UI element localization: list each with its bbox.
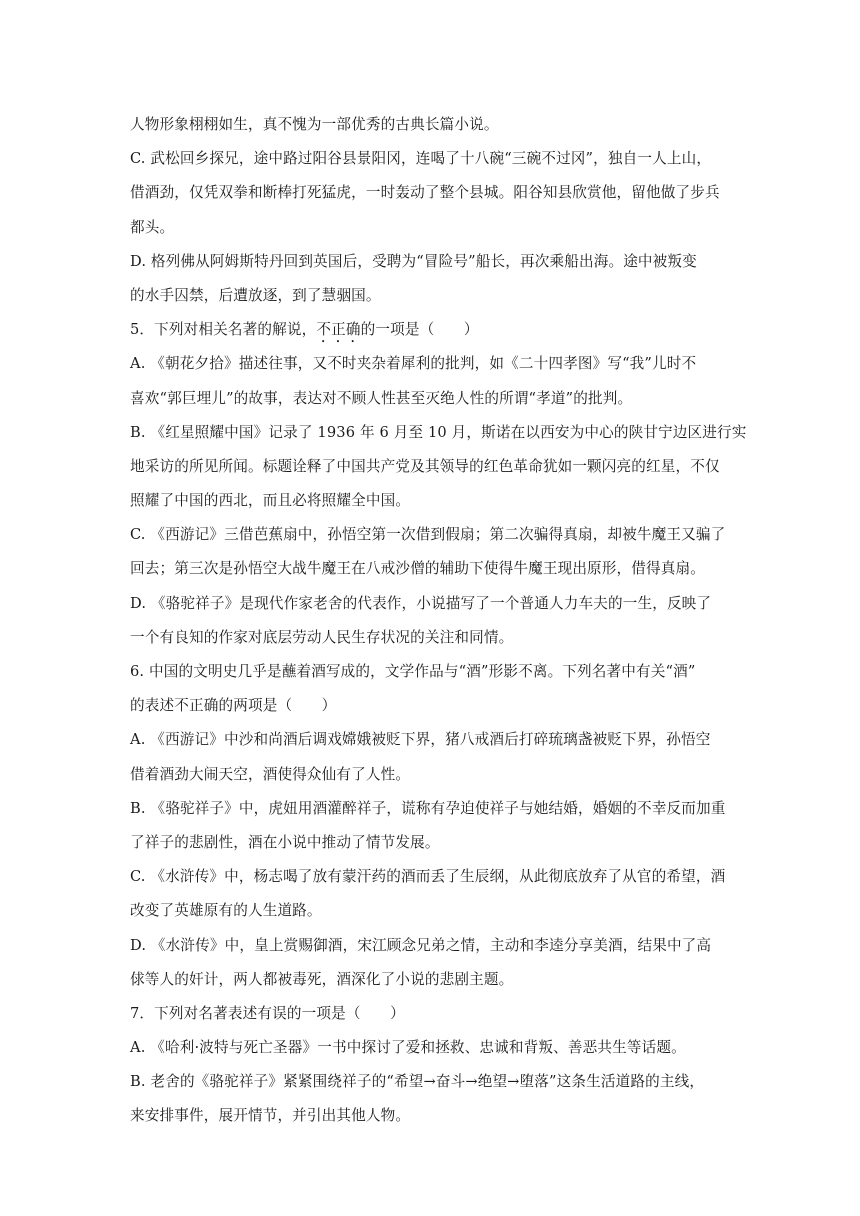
emphasis-not-correct: 不正确 [316,321,361,339]
text-line: 改变了英雄原有的人生道路。 [130,902,322,920]
text-line: 的表述不正确的两项是（ ） [130,697,337,715]
option-c-line: C. 《水浒传》中，杨志喝了放有蒙汗药的酒而丢了生辰纲，从此彻底放弃了从官的希望，酒 [130,868,726,886]
question-7-stem: 7．下列对名著表述有误的一项是（ ） [130,1004,405,1022]
question-6-stem: 6. 中国的文明史几乎是蘸着酒写成的，文学作品与“酒”形影不离。下列名著中有关“酒” [130,663,696,680]
text-line: 借酒劲，仅凭双拳和断棒打死猛虎，一时轰动了整个县城。阳谷知县欣赏他，留他做了步兵 [130,184,720,202]
option-c-line: C. 武松回乡探兄，途中路过阳谷县景阳冈，连喝了十八碗“三碗不过冈”，独自一人上山， [130,150,712,168]
option-b-line: B. 《红星照耀中国》记录了 1936 年 6 月至 10 月，斯诺在以西安为中心的陕甘宁边区进行实 [130,423,747,441]
text-line: 回去；第三次是孙悟空大战牛魔王在八戒沙僧的辅助下使得牛魔王现出原形，借得真扇。 [130,560,706,578]
document-body [130,108,747,1134]
option-b-line: B. 老舍的《骆驼祥子》紧紧围绕祥子的“希望→奋斗→绝望→堕落”这条生活道路的主线， [130,1073,705,1091]
option-d-line: D. 《水浒传》中，皇上赏赐御酒，宋江顾念兄弟之情，主动和李逵分享美酒，结果中了高 [130,936,712,954]
option-a-line: A. 《朝花夕拾》描述往事，又不时夹杂着犀利的批判，如《二十四孝图》写“我”儿时不 [130,355,697,373]
question-5-stem-end: 的一项是（ ） [360,321,479,339]
text-line: 俅等人的奸计，两人都被毒死，酒深化了小说的悲剧主题。 [130,970,514,988]
question-5-stem [130,313,734,347]
option-b-line: B. 《骆驼祥子》中，虎妞用酒灌醉祥子，谎称有孕迫使祥子与她结婚，婚姻的不幸反而加重 [130,799,726,817]
question-5-stem-start: 5．下列对相关名著的解说， [130,321,317,339]
text-line: 的水手囚禁，后遭放逐，到了慧骃国。 [130,286,381,304]
text-line: 来安排事件，展开情节，并引出其他人物。 [130,1107,411,1125]
text-line: 了祥子的悲剧性，酒在小说中推动了情节发展。 [130,833,440,851]
text-line: 人物形象栩栩如生，真不愧为一部优秀的古典长篇小说。 [130,116,499,133]
option-d-line: D. 格列佛从阿姆斯特丹回到英国后，受聘为“冒险号”船长，再次乘船出海。途中被叛变 [130,252,697,270]
option-a-line: A. 《哈利·波特与死亡圣器》一书中探讨了爱和拯救、忠诚和背叛、善恶共生等话题。 [130,1039,686,1057]
option-a-line: A. 《西游记》中沙和尚酒后调戏嫦娥被贬下界，猪八戒酒后打碎琉璃盏被贬下界，孙悟空 [130,731,711,749]
text-line: 地采访的所见所闻。标题诠释了中国共产党及其领导的红色革命犹如一颗闪亮的红星，不仅 [130,457,720,475]
text-line: 一个有良知的作家对底层劳动人民生存状况的关注和同情。 [130,628,514,646]
text-line: 借着酒劲大闹天空，酒使得众仙有了人性。 [130,765,411,783]
text-line: 照耀了中国的西北，而且必将照耀全中国。 [130,492,411,510]
text-line: 都头。 [130,218,175,236]
option-d-line: D. 《骆驼祥子》是现代作家老舍的代表作，小说描写了一个普通人力车夫的一生，反映了 [130,594,712,612]
option-c-line: C. 《西游记》三借芭蕉扇中，孙悟空第一次借到假扇；第二次骗得真扇，却被牛魔王又骗了 [130,526,726,544]
text-line: 喜欢“郭巨埋儿”的故事，表达对不顾人性甚至灭绝人性的所谓“孝道”的批判。 [130,389,633,407]
